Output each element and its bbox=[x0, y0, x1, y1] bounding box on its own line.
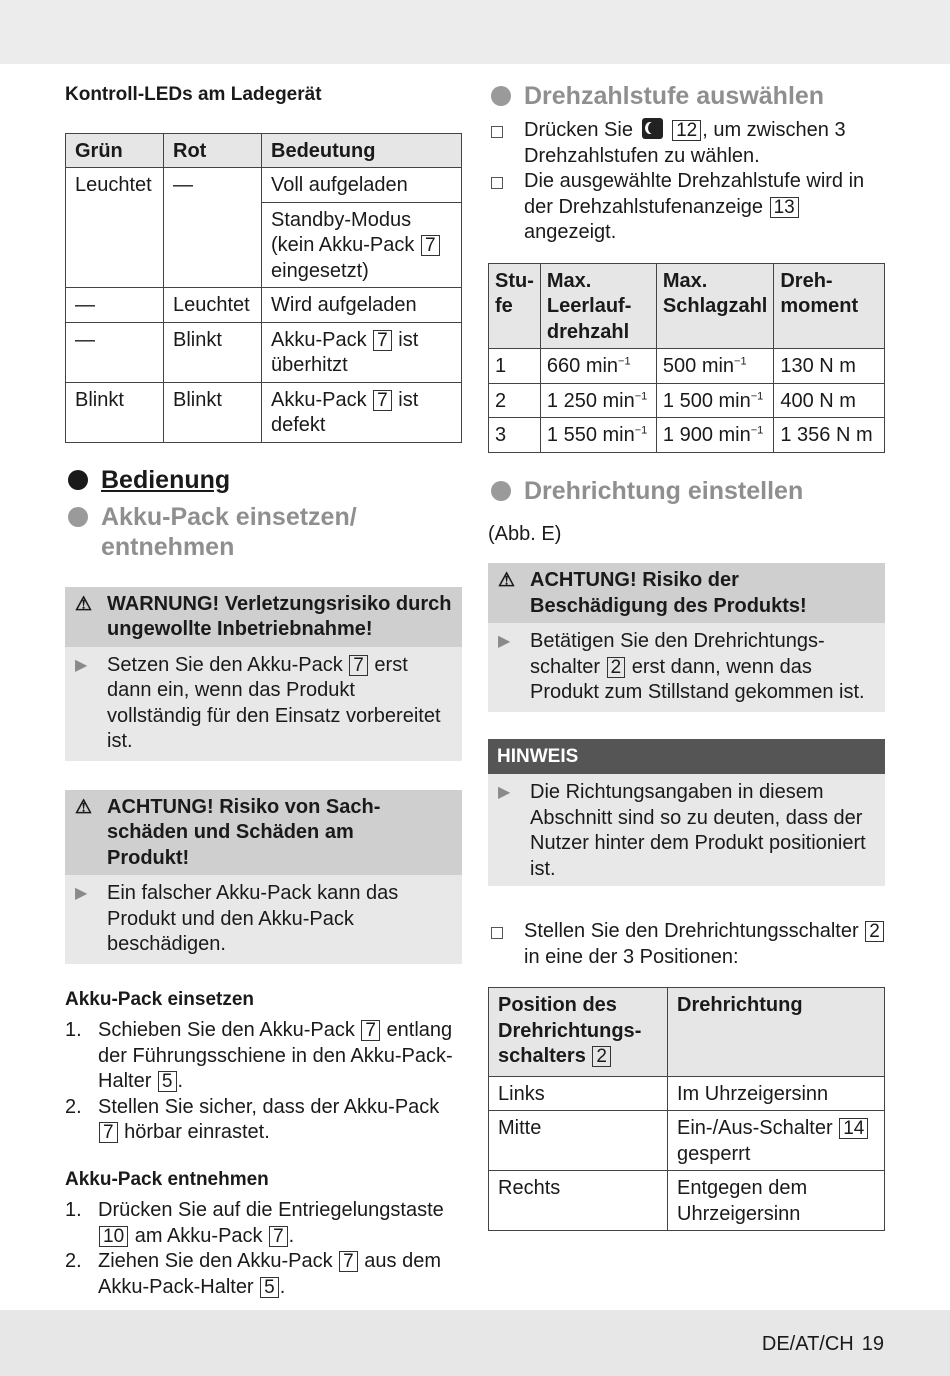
checkbox-bullet-icon bbox=[491, 126, 503, 138]
cell: Im Uhrzeigersinn bbox=[668, 1076, 885, 1111]
section-heading-richtung: Drehrichtung einstellen bbox=[488, 476, 885, 506]
top-band bbox=[0, 0, 950, 64]
ref-number: 7 bbox=[99, 1122, 118, 1143]
einsetzen-heading: Akku-Pack einsetzen bbox=[65, 988, 255, 1010]
warning-body: ▶ Setzen Sie den Akku-Pack 7 erst dann ein, wenn das Produkt vollständig für den Einsatz vorbereitet ist. bbox=[65, 647, 462, 761]
cell: — bbox=[66, 288, 164, 323]
warning-box bbox=[65, 587, 462, 761]
table-row bbox=[66, 288, 462, 323]
caution-body: ▶ Betätigen Sie den Drehrichtungsschalter 2 erst dann, wenn das Produkt zum Stillstand gekommen ist. bbox=[488, 623, 885, 712]
ref-number: 5 bbox=[260, 1277, 279, 1298]
table-header-row bbox=[66, 133, 462, 168]
cell: 130 N m bbox=[774, 349, 885, 384]
ref-number: 12 bbox=[672, 120, 701, 141]
caution-body: ▶ Ein falscher Akku-Pack kann das Produkt und den Akku-Pack beschädigen. bbox=[65, 875, 462, 964]
arrow-right-icon: ▶ bbox=[498, 633, 511, 650]
caution-box bbox=[65, 790, 462, 964]
ref-number: 7 bbox=[349, 655, 368, 676]
cell: Voll aufgeladen bbox=[262, 168, 462, 203]
header-leerlauf: Max. Leerlauf-drehzahl bbox=[540, 263, 656, 349]
table-row bbox=[66, 168, 462, 203]
cell: Links bbox=[489, 1076, 668, 1111]
cell: Wird aufgeladen bbox=[262, 288, 462, 323]
ref-number: 7 bbox=[361, 1020, 380, 1041]
table-row bbox=[489, 349, 885, 384]
cell: Blinkt bbox=[66, 382, 164, 442]
cell: Akku-Pack 7 ist defekt bbox=[262, 382, 462, 442]
ref-number: 10 bbox=[99, 1226, 128, 1247]
cell: 1 500 $\min^{-1}$ bbox=[656, 383, 773, 418]
ref-number: 2 bbox=[865, 921, 884, 942]
arrow-right-icon: ▶ bbox=[75, 656, 88, 674]
header-rot: Rot bbox=[164, 133, 262, 168]
ref-number: 13 bbox=[770, 197, 799, 218]
note-box bbox=[488, 739, 885, 887]
list-item: Drücken Sie 12 , um zwischen 3 Drehzahlstufen zu wählen. bbox=[488, 118, 885, 169]
cell: 660 $\min^{-1}$ bbox=[540, 349, 656, 384]
cell: Entgegen dem Uhrzeigersinn bbox=[668, 1171, 885, 1231]
ref-number: 7 bbox=[339, 1251, 358, 1272]
cell: Leuchtet bbox=[66, 168, 164, 288]
bullet-dot-icon bbox=[68, 470, 88, 490]
note-header: HINWEIS bbox=[488, 739, 885, 775]
caution-box bbox=[488, 563, 885, 712]
cell: Leuchtet bbox=[164, 288, 262, 323]
warning-header: ⚠ WARNUNG! Verletzungsrisiko durch ungewollte Inbetriebnahme! bbox=[65, 587, 462, 647]
left-column bbox=[65, 82, 462, 1300]
ref-number: 14 bbox=[839, 1118, 868, 1139]
section-heading-akku: Akku-Pack einsetzen/ entnehmen bbox=[65, 502, 462, 562]
cell: Blinkt bbox=[164, 382, 262, 442]
header-bedeutung: Bedeutung bbox=[262, 133, 462, 168]
drehzahl-list bbox=[488, 118, 885, 246]
cell: 1 bbox=[489, 349, 541, 384]
header-stufe: Stu-fe bbox=[489, 263, 541, 349]
cell: Ein-/Aus-Schalter 14 gesperrt bbox=[668, 1111, 885, 1171]
bullet-dot-icon bbox=[491, 86, 511, 106]
table-header-row bbox=[489, 263, 885, 349]
moon-icon bbox=[642, 118, 663, 139]
checkbox-bullet-icon bbox=[491, 927, 503, 939]
ref-number: 7 bbox=[373, 330, 392, 351]
ref-number: 2 bbox=[592, 1046, 611, 1067]
header-drehrichtung: Drehrichtung bbox=[668, 988, 885, 1077]
ref-number: 2 bbox=[607, 657, 626, 678]
figure-ref: (Abb. E) bbox=[488, 522, 562, 545]
cell: Mitte bbox=[489, 1111, 668, 1171]
table-row bbox=[489, 1076, 885, 1111]
table-row bbox=[66, 382, 462, 442]
warning-triangle-icon: ⚠ bbox=[75, 593, 93, 615]
warning-triangle-icon: ⚠ bbox=[75, 796, 93, 818]
cell: 1 356 N m bbox=[774, 418, 885, 453]
cell: Blinkt bbox=[164, 322, 262, 382]
locale-label: DE/AT/CH bbox=[761, 1333, 854, 1355]
list-item: 1. Schieben Sie den Akku-Pack 7 entlang der Führungsschiene in den Akku-Pack-Halter 5 . bbox=[65, 1019, 453, 1092]
led-table bbox=[65, 133, 462, 443]
entnehmen-steps bbox=[65, 1198, 462, 1300]
list-item: 2. Stellen Sie sicher, dass der Akku-Pack 7 hörbar einrastet. bbox=[65, 1095, 440, 1143]
ref-number: 7 bbox=[421, 235, 440, 256]
cell: — bbox=[164, 168, 262, 288]
direction-table bbox=[488, 987, 885, 1231]
note-body: ▶ Die Richtungsangaben in diesem Abschnitt sind so zu deuten, dass der Nutzer hinter dem Produkt positioniert ist. bbox=[488, 774, 885, 886]
cell: Akku-Pack 7 ist überhitzt bbox=[262, 322, 462, 382]
table-row bbox=[489, 418, 885, 453]
list-item: 1. Drücken Sie auf die Entriegelungstaste 10 am Akku-Pack 7 . bbox=[65, 1199, 444, 1247]
ref-number: 7 bbox=[373, 390, 392, 411]
checkbox-bullet-icon bbox=[491, 177, 503, 189]
caution-header: ⚠ ACHTUNG! Risiko von Sachschäden und Schäden am Produkt! bbox=[65, 790, 462, 876]
section-heading-drehzahl: Drehzahlstufe auswählen bbox=[488, 81, 885, 111]
list-item: Die ausgewählte Drehzahlstufe wird in der Drehzahlstufenanzeige 13 angezeigt. bbox=[488, 169, 885, 246]
page-number: 19 bbox=[861, 1333, 884, 1355]
cell: 3 bbox=[489, 418, 541, 453]
table-row bbox=[66, 322, 462, 382]
leds-heading: Kontroll-LEDs am Ladegerät bbox=[65, 84, 322, 105]
ref-number: 5 bbox=[158, 1071, 177, 1092]
list-item: Stellen Sie den Drehrichtungsschalter 2 in eine der 3 Positionen: bbox=[488, 919, 885, 970]
speed-table bbox=[488, 263, 885, 453]
header-gruen: Grün bbox=[66, 133, 164, 168]
section-heading-bedienung: Bedienung bbox=[65, 465, 462, 495]
arrow-right-icon: ▶ bbox=[75, 885, 88, 902]
footer bbox=[0, 1310, 950, 1376]
einsetzen-steps bbox=[65, 1018, 462, 1146]
bullet-dot-icon bbox=[68, 507, 88, 527]
table-row bbox=[489, 383, 885, 418]
caution-header: ⚠ ACHTUNG! Risiko der Beschädigung des Produkts! bbox=[488, 563, 885, 623]
warning-triangle-icon: ⚠ bbox=[498, 570, 516, 591]
cell: — bbox=[66, 322, 164, 382]
cell: Rechts bbox=[489, 1171, 668, 1231]
cell: 1 900 $\min^{-1}$ bbox=[656, 418, 773, 453]
table-row bbox=[489, 1111, 885, 1171]
cell: 1 250 $\min^{-1}$ bbox=[540, 383, 656, 418]
cell: 1 550 $\min^{-1}$ bbox=[540, 418, 656, 453]
cell: 500 $\min^{-1}$ bbox=[656, 349, 773, 384]
entnehmen-heading: Akku-Pack entnehmen bbox=[65, 1168, 269, 1190]
ref-number: 7 bbox=[269, 1226, 288, 1247]
cell: 2 bbox=[489, 383, 541, 418]
cell: 400 N m bbox=[774, 383, 885, 418]
bullet-dot-icon bbox=[491, 481, 511, 501]
cell: Standby-Modus (kein Akku-Pack 7 eingesetzt) bbox=[262, 202, 462, 288]
arrow-right-icon: ▶ bbox=[498, 784, 511, 801]
header-schlagzahl: Max. Schlagzahl bbox=[656, 263, 773, 349]
table-header-row bbox=[489, 988, 885, 1077]
table-row bbox=[489, 1171, 885, 1231]
right-column bbox=[488, 81, 885, 1231]
header-position: Position des Drehrichtungsschalters 2 bbox=[489, 988, 668, 1077]
page-footer bbox=[762, 1332, 884, 1358]
header-drehmoment: Dreh-moment bbox=[774, 263, 885, 349]
list-item: 2. Ziehen Sie den Akku-Pack 7 aus dem Akku-Pack-Halter 5 . bbox=[65, 1250, 442, 1298]
